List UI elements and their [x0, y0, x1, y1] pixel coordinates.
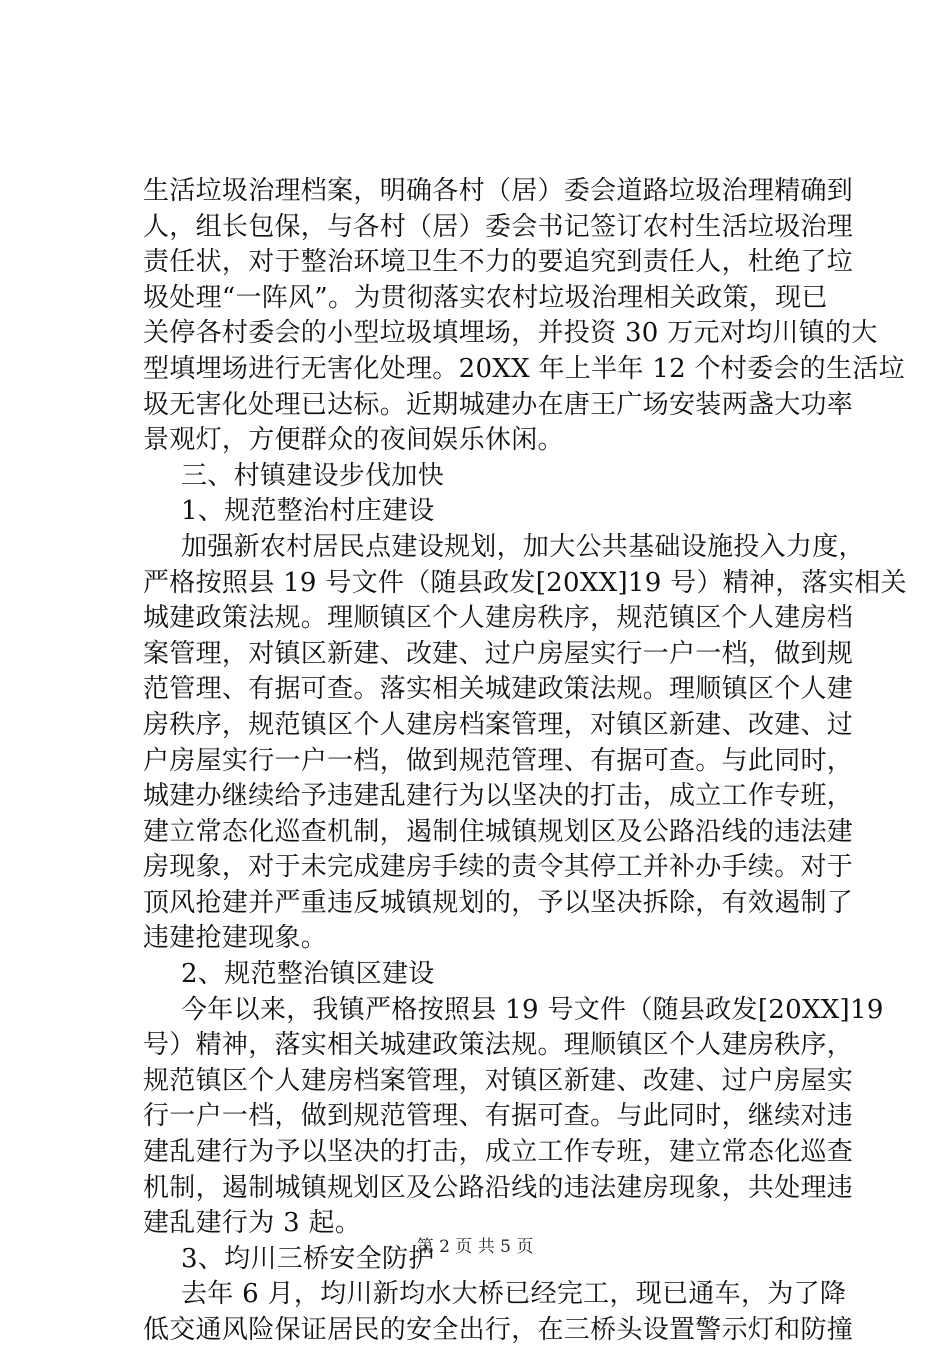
paragraph-line: 规范镇区个人建房档案管理，对镇区新建、改建、过户房屋实: [143, 1065, 854, 1096]
paragraph-line: 范管理、有据可查。落实相关城建政策法规。理顺镇区个人建: [143, 674, 854, 705]
paragraph-line: 建乱建行为 3 起。: [143, 1208, 362, 1239]
paragraph-line: 严格按照县 19 号文件（随县政发[20XX]19 号）精神，落实相关: [143, 567, 907, 598]
page-number-label: 第 2 页 共 5 页: [416, 1237, 534, 1257]
paragraph-line: 案管理，对镇区新建、改建、过户房屋实行一户一档，做到规: [143, 638, 854, 669]
section-heading: 三、村镇建设步伐加快: [181, 460, 445, 491]
subsection-heading: 2、规范整治镇区建设: [181, 959, 435, 990]
paragraph-line: 人，组长包保，与各村（居）委会书记签订农村生活垃圾治理: [143, 211, 854, 242]
paragraph-line: 加强新农村居民点建设规划，加大公共基础设施投入力度，: [181, 531, 865, 562]
paragraph-line: 顶风抢建并严重违反城镇规划的，予以坚决拆除，有效遏制了: [143, 887, 854, 918]
paragraph-line: 建立常态化巡查机制，遏制住城镇规划区及公路沿线的违法建: [143, 816, 854, 847]
paragraph-line: 户房屋实行一户一档，做到规范管理、有据可查。与此同时，: [143, 745, 854, 776]
document-body: [143, 174, 907, 1349]
paragraph-line: 建乱建行为予以坚决的打击，成立工作专班，建立常态化巡查: [143, 1137, 854, 1168]
paragraph-line: 圾处理“一阵风”。为贯彻落实农村垃圾治理相关政策，现已: [143, 282, 828, 313]
paragraph-line: 去年 6 月，均川新均水大桥已经完工，现已通车，为了降: [181, 1279, 847, 1310]
paragraph-line: 生活垃圾治理档案，明确各村（居）委会道路垃圾治理精确到: [143, 176, 854, 206]
paragraph-line: 关停各村委会的小型垃圾填埋场，并投资 30 万元对均川镇的大: [143, 318, 878, 349]
paragraph-line: 景观灯，方便群众的夜间娱乐休闲。: [143, 425, 564, 456]
page-footer: [0, 1236, 950, 1258]
paragraph-line: 行一户一档，做到规范管理、有据可查。与此同时，继续对违: [143, 1101, 854, 1132]
paragraph-line: 城建办继续给予违建乱建行为以坚决的打击，成立工作专班，: [143, 781, 854, 812]
paragraph-line: 型填埋场进行无害化处理。20XX 年上半年 12 个村委会的生活垃: [143, 353, 905, 384]
paragraph-line: 机制，遏制城镇规划区及公路沿线的违法建房现象，共处理违: [143, 1172, 854, 1203]
paragraph-line: 号）精神，落实相关城建政策法规。理顺镇区个人建房秩序，: [143, 1030, 854, 1061]
paragraph-line: 今年以来，我镇严格按照县 19 号文件（随县政发[20XX]19: [181, 994, 884, 1025]
paragraph-line: 房现象，对于未完成建房手续的责令其停工并补办手续。对于: [143, 852, 854, 883]
subsection-heading: 3、均川三桥安全防护: [181, 1243, 435, 1274]
paragraph-line: 圾无害化处理已达标。近期城建办在唐王广场安装两盏大功率: [143, 389, 854, 420]
paragraph-line: 城建政策法规。理顺镇区个人建房秩序，规范镇区个人建房档: [143, 603, 854, 634]
paragraph-line: 违建抢建现象。: [143, 923, 328, 954]
paragraph-line: 责任状，对于整治环境卫生不力的要追究到责任人，杜绝了垃: [143, 247, 854, 278]
paragraph-line: 房秩序，规范镇区个人建房档案管理，对镇区新建、改建、过: [143, 709, 854, 740]
paragraph-line: 低交通风险保证居民的安全出行，在三桥头设置警示灯和防撞: [143, 1315, 854, 1345]
subsection-heading: 1、规范整治村庄建设: [181, 496, 435, 527]
